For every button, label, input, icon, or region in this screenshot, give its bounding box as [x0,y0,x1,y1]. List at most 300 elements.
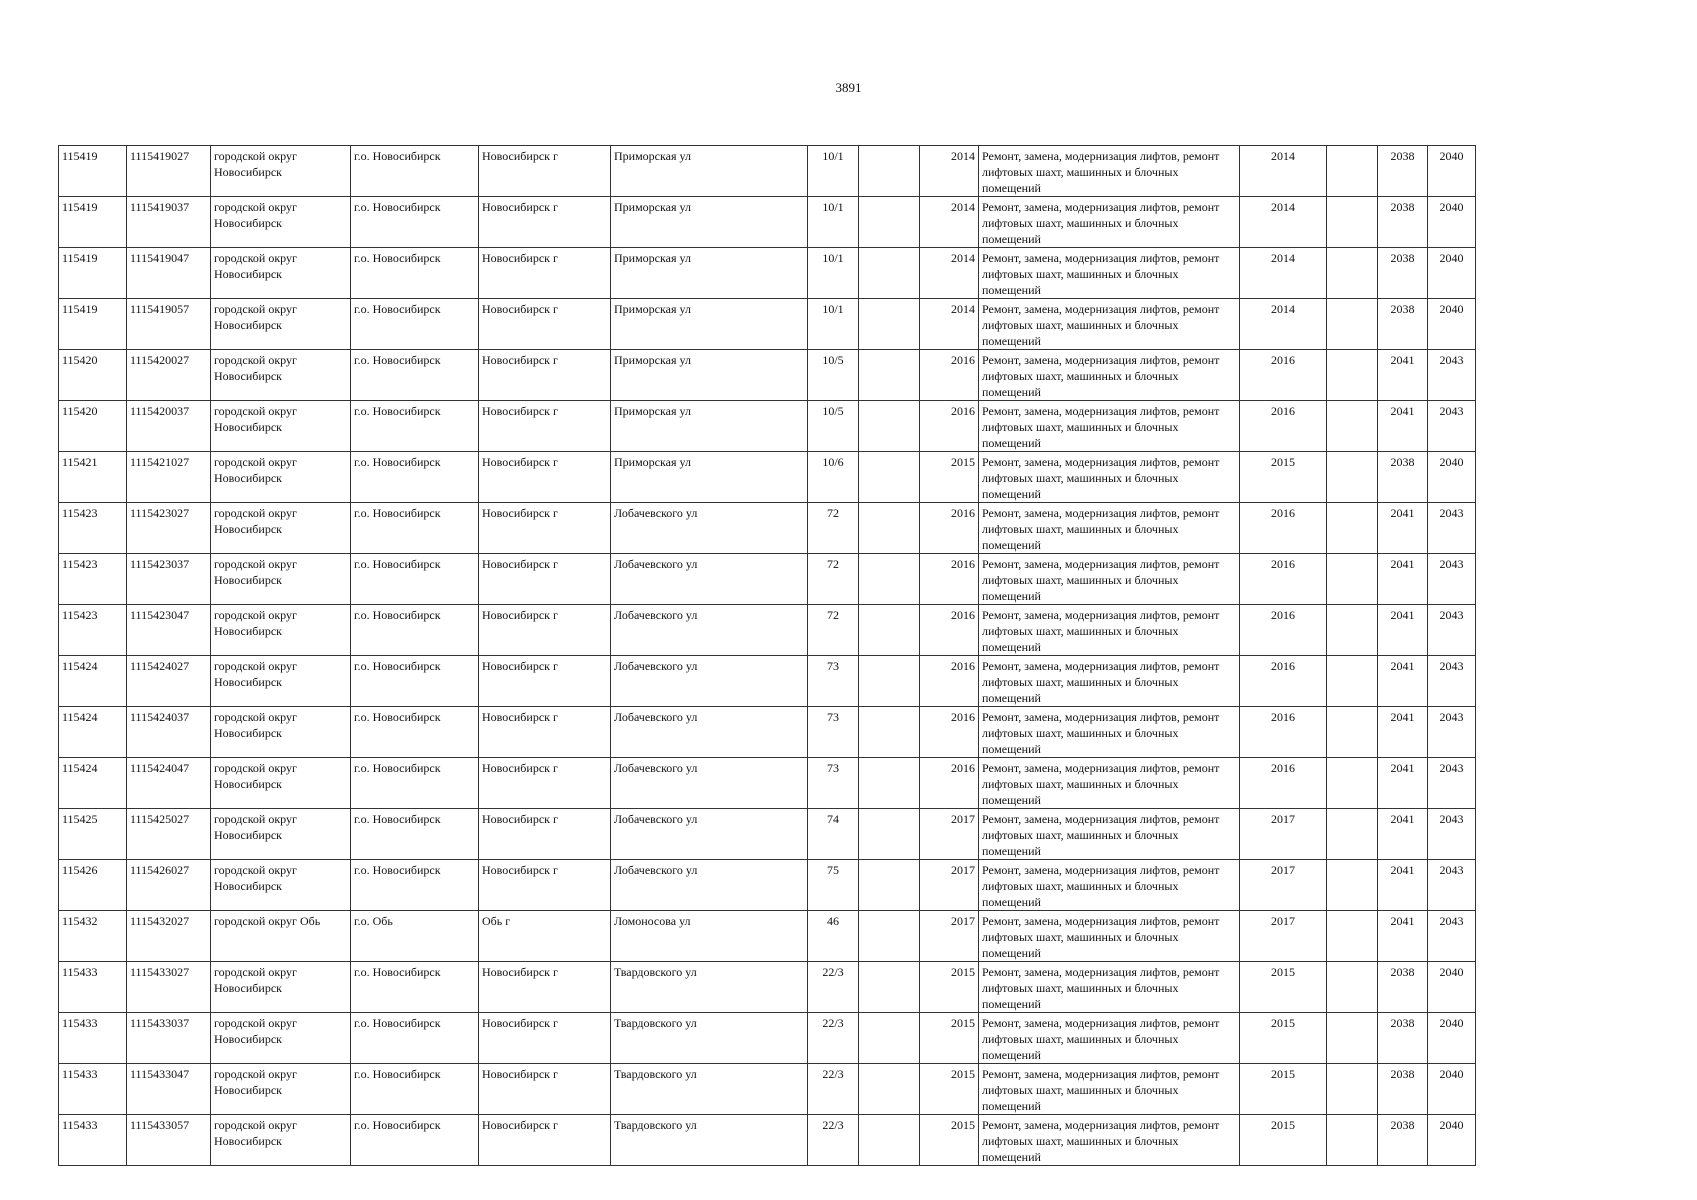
cell-street: Лобачевского ул [611,758,808,809]
cell-commission-year: 2016 [920,656,979,707]
cell-commission-year: 2014 [920,299,979,350]
cell-street: Приморская ул [611,146,808,197]
cell-blank-column [1327,248,1378,299]
cell-settlement: Новосибирск г [479,452,611,503]
cell-house-number: 22/3 [808,1064,859,1115]
cell-settlement: Новосибирск г [479,1064,611,1115]
cell-settlement: Обь г [479,911,611,962]
cell-blank-column [1327,1013,1378,1064]
cell-municipality: городской округ Новосибирск [211,554,351,605]
cell-planned-year: 2014 [1240,248,1327,299]
cell-municipal-district: г.о. Новосибирск [351,758,479,809]
table-row [59,299,1476,350]
cell-record-id: 115425 [59,809,127,860]
cell-record-id: 115419 [59,299,127,350]
cell-building-letter [859,146,920,197]
cell-object-code: 1115433057 [127,1115,211,1166]
cell-period-end: 2040 [1428,1115,1476,1166]
cell-commission-year: 2015 [920,1013,979,1064]
cell-period-start: 2038 [1378,248,1428,299]
cell-commission-year: 2016 [920,401,979,452]
cell-work-type: Ремонт, замена, модернизация лифтов, ремонт лифтовых шахт, машинных и блочных помещений [979,146,1240,197]
cell-planned-year: 2017 [1240,911,1327,962]
cell-planned-year: 2016 [1240,503,1327,554]
cell-work-type: Ремонт, замена, модернизация лифтов, ремонт лифтовых шахт, машинных и блочных помещений [979,401,1240,452]
cell-blank-column [1327,1064,1378,1115]
cell-municipal-district: г.о. Новосибирск [351,554,479,605]
cell-blank-column [1327,758,1378,809]
cell-period-end: 2040 [1428,452,1476,503]
cell-period-end: 2043 [1428,605,1476,656]
cell-record-id: 115432 [59,911,127,962]
cell-blank-column [1327,299,1378,350]
cell-record-id: 115421 [59,452,127,503]
cell-planned-year: 2016 [1240,401,1327,452]
cell-house-number: 10/5 [808,401,859,452]
cell-record-id: 115433 [59,962,127,1013]
table-row [59,197,1476,248]
cell-commission-year: 2014 [920,248,979,299]
cell-period-end: 2043 [1428,554,1476,605]
cell-municipality: городской округ Новосибирск [211,605,351,656]
cell-settlement: Новосибирск г [479,350,611,401]
cell-work-type: Ремонт, замена, модернизация лифтов, ремонт лифтовых шахт, машинных и блочных помещений [979,962,1240,1013]
cell-period-start: 2038 [1378,1115,1428,1166]
cell-period-start: 2038 [1378,299,1428,350]
cell-commission-year: 2015 [920,1115,979,1166]
cell-municipal-district: г.о. Новосибирск [351,1115,479,1166]
cell-work-type: Ремонт, замена, модернизация лифтов, ремонт лифтовых шахт, машинных и блочных помещений [979,911,1240,962]
cell-house-number: 72 [808,554,859,605]
table-row [59,401,1476,452]
cell-building-letter [859,758,920,809]
cell-period-end: 2040 [1428,197,1476,248]
cell-building-letter [859,962,920,1013]
cell-municipal-district: г.о. Новосибирск [351,350,479,401]
cell-municipal-district: г.о. Новосибирск [351,605,479,656]
cell-object-code: 1115419027 [127,146,211,197]
cell-planned-year: 2014 [1240,197,1327,248]
cell-work-type: Ремонт, замена, модернизация лифтов, ремонт лифтовых шахт, машинных и блочных помещений [979,707,1240,758]
cell-period-start: 2041 [1378,860,1428,911]
cell-object-code: 1115424027 [127,656,211,707]
cell-commission-year: 2016 [920,605,979,656]
cell-period-end: 2040 [1428,962,1476,1013]
cell-settlement: Новосибирск г [479,503,611,554]
cell-period-start: 2038 [1378,1064,1428,1115]
register-table-body [59,146,1476,1166]
cell-street: Приморская ул [611,452,808,503]
cell-period-end: 2043 [1428,911,1476,962]
cell-work-type: Ремонт, замена, модернизация лифтов, ремонт лифтовых шахт, машинных и блочных помещений [979,758,1240,809]
cell-object-code: 1115420037 [127,401,211,452]
cell-building-letter [859,299,920,350]
cell-street: Твардовского ул [611,1013,808,1064]
cell-building-letter [859,809,920,860]
cell-settlement: Новосибирск г [479,860,611,911]
table-row [59,962,1476,1013]
cell-period-start: 2041 [1378,503,1428,554]
cell-house-number: 72 [808,605,859,656]
cell-work-type: Ремонт, замена, модернизация лифтов, ремонт лифтовых шахт, машинных и блочных помещений [979,350,1240,401]
cell-period-start: 2041 [1378,809,1428,860]
cell-building-letter [859,248,920,299]
table-row [59,146,1476,197]
cell-building-letter [859,605,920,656]
cell-municipality: городской округ Новосибирск [211,809,351,860]
cell-street: Лобачевского ул [611,503,808,554]
cell-object-code: 1115432027 [127,911,211,962]
cell-municipal-district: г.о. Новосибирск [351,401,479,452]
register-table [58,145,1476,1166]
cell-street: Приморская ул [611,197,808,248]
cell-object-code: 1115421027 [127,452,211,503]
cell-commission-year: 2016 [920,503,979,554]
cell-settlement: Новосибирск г [479,197,611,248]
cell-object-code: 1115419037 [127,197,211,248]
cell-record-id: 115419 [59,146,127,197]
cell-object-code: 1115426027 [127,860,211,911]
cell-period-end: 2043 [1428,401,1476,452]
cell-period-end: 2043 [1428,809,1476,860]
cell-period-start: 2041 [1378,656,1428,707]
cell-settlement: Новосибирск г [479,299,611,350]
cell-planned-year: 2015 [1240,962,1327,1013]
cell-municipal-district: г.о. Новосибирск [351,1064,479,1115]
cell-settlement: Новосибирск г [479,707,611,758]
cell-period-start: 2041 [1378,350,1428,401]
cell-period-end: 2040 [1428,1064,1476,1115]
cell-planned-year: 2017 [1240,809,1327,860]
table-row [59,860,1476,911]
cell-blank-column [1327,911,1378,962]
cell-period-start: 2038 [1378,146,1428,197]
cell-house-number: 73 [808,656,859,707]
cell-commission-year: 2016 [920,554,979,605]
table-row [59,503,1476,554]
table-row [59,707,1476,758]
cell-object-code: 1115425027 [127,809,211,860]
cell-building-letter [859,452,920,503]
cell-municipal-district: г.о. Новосибирск [351,962,479,1013]
cell-object-code: 1115424037 [127,707,211,758]
cell-municipality: городской округ Новосибирск [211,299,351,350]
cell-blank-column [1327,554,1378,605]
cell-house-number: 22/3 [808,1013,859,1064]
cell-house-number: 22/3 [808,1115,859,1166]
cell-work-type: Ремонт, замена, модернизация лифтов, ремонт лифтовых шахт, машинных и блочных помещений [979,1064,1240,1115]
cell-planned-year: 2016 [1240,605,1327,656]
cell-street: Твардовского ул [611,1115,808,1166]
cell-period-end: 2043 [1428,350,1476,401]
cell-street: Лобачевского ул [611,707,808,758]
cell-commission-year: 2014 [920,146,979,197]
cell-blank-column [1327,860,1378,911]
cell-planned-year: 2016 [1240,656,1327,707]
cell-record-id: 115426 [59,860,127,911]
cell-building-letter [859,860,920,911]
cell-municipality: городской округ Новосибирск [211,1115,351,1166]
cell-record-id: 115420 [59,401,127,452]
cell-house-number: 10/1 [808,248,859,299]
cell-street: Лобачевского ул [611,809,808,860]
page-number: 3891 [835,80,862,95]
cell-street: Приморская ул [611,299,808,350]
table-row [59,350,1476,401]
table-row [59,656,1476,707]
cell-period-start: 2041 [1378,554,1428,605]
cell-building-letter [859,350,920,401]
cell-period-start: 2038 [1378,452,1428,503]
cell-work-type: Ремонт, замена, модернизация лифтов, ремонт лифтовых шахт, машинных и блочных помещений [979,452,1240,503]
cell-municipality: городской округ Новосибирск [211,656,351,707]
cell-municipal-district: г.о. Новосибирск [351,146,479,197]
cell-municipal-district: г.о. Новосибирск [351,656,479,707]
cell-blank-column [1327,401,1378,452]
cell-settlement: Новосибирск г [479,962,611,1013]
cell-object-code: 1115419047 [127,248,211,299]
cell-object-code: 1115420027 [127,350,211,401]
cell-object-code: 1115433027 [127,962,211,1013]
cell-object-code: 1115433037 [127,1013,211,1064]
cell-work-type: Ремонт, замена, модернизация лифтов, ремонт лифтовых шахт, машинных и блочных помещений [979,860,1240,911]
cell-settlement: Новосибирск г [479,554,611,605]
cell-record-id: 115424 [59,758,127,809]
cell-municipality: городской округ Новосибирск [211,146,351,197]
table-row [59,605,1476,656]
cell-commission-year: 2014 [920,197,979,248]
cell-commission-year: 2016 [920,707,979,758]
cell-blank-column [1327,809,1378,860]
cell-record-id: 115419 [59,197,127,248]
cell-settlement: Новосибирск г [479,758,611,809]
cell-building-letter [859,656,920,707]
cell-street: Твардовского ул [611,1064,808,1115]
cell-period-start: 2041 [1378,605,1428,656]
cell-municipality: городской округ Новосибирск [211,860,351,911]
cell-municipal-district: г.о. Новосибирск [351,503,479,554]
cell-house-number: 74 [808,809,859,860]
cell-house-number: 75 [808,860,859,911]
cell-building-letter [859,911,920,962]
cell-work-type: Ремонт, замена, модернизация лифтов, ремонт лифтовых шахт, машинных и блочных помещений [979,197,1240,248]
cell-period-start: 2038 [1378,1013,1428,1064]
table-row [59,1115,1476,1166]
cell-municipality: городской округ Новосибирск [211,401,351,452]
cell-blank-column [1327,1115,1378,1166]
table-row [59,1013,1476,1064]
cell-settlement: Новосибирск г [479,1013,611,1064]
table-row [59,911,1476,962]
cell-period-end: 2040 [1428,1013,1476,1064]
cell-building-letter [859,554,920,605]
cell-street: Приморская ул [611,401,808,452]
cell-settlement: Новосибирск г [479,401,611,452]
cell-building-letter [859,503,920,554]
cell-record-id: 115424 [59,656,127,707]
cell-record-id: 115423 [59,554,127,605]
cell-planned-year: 2016 [1240,758,1327,809]
cell-house-number: 10/5 [808,350,859,401]
cell-blank-column [1327,656,1378,707]
table-row [59,758,1476,809]
cell-record-id: 115423 [59,503,127,554]
cell-settlement: Новосибирск г [479,146,611,197]
cell-planned-year: 2015 [1240,1115,1327,1166]
cell-municipal-district: г.о. Новосибирск [351,248,479,299]
cell-building-letter [859,401,920,452]
cell-commission-year: 2017 [920,860,979,911]
cell-record-id: 115420 [59,350,127,401]
cell-blank-column [1327,605,1378,656]
cell-municipality: городской округ Новосибирск [211,248,351,299]
cell-period-start: 2041 [1378,911,1428,962]
cell-object-code: 1115423027 [127,503,211,554]
cell-street: Ломоносова ул [611,911,808,962]
cell-work-type: Ремонт, замена, модернизация лифтов, ремонт лифтовых шахт, машинных и блочных помещений [979,1115,1240,1166]
cell-period-end: 2040 [1428,248,1476,299]
cell-building-letter [859,1064,920,1115]
cell-record-id: 115433 [59,1013,127,1064]
cell-work-type: Ремонт, замена, модернизация лифтов, ремонт лифтовых шахт, машинных и блочных помещений [979,248,1240,299]
cell-house-number: 22/3 [808,962,859,1013]
cell-work-type: Ремонт, замена, модернизация лифтов, ремонт лифтовых шахт, машинных и блочных помещений [979,1013,1240,1064]
cell-period-end: 2043 [1428,758,1476,809]
cell-record-id: 115423 [59,605,127,656]
cell-street: Твардовского ул [611,962,808,1013]
cell-commission-year: 2017 [920,809,979,860]
cell-period-end: 2043 [1428,656,1476,707]
cell-municipality: городской округ Новосибирск [211,1013,351,1064]
cell-blank-column [1327,962,1378,1013]
cell-municipal-district: г.о. Новосибирск [351,197,479,248]
cell-object-code: 1115419057 [127,299,211,350]
cell-work-type: Ремонт, замена, модернизация лифтов, ремонт лифтовых шахт, машинных и блочных помещений [979,299,1240,350]
cell-house-number: 46 [808,911,859,962]
cell-planned-year: 2014 [1240,146,1327,197]
cell-house-number: 73 [808,758,859,809]
cell-planned-year: 2015 [1240,1013,1327,1064]
cell-blank-column [1327,350,1378,401]
cell-municipality: городской округ Новосибирск [211,1064,351,1115]
cell-street: Приморская ул [611,350,808,401]
table-row [59,554,1476,605]
cell-record-id: 115424 [59,707,127,758]
cell-period-end: 2043 [1428,707,1476,758]
cell-work-type: Ремонт, замена, модернизация лифтов, ремонт лифтовых шахт, машинных и блочных помещений [979,809,1240,860]
cell-settlement: Новосибирск г [479,605,611,656]
cell-municipality: городской округ Новосибирск [211,962,351,1013]
cell-work-type: Ремонт, замена, модернизация лифтов, ремонт лифтовых шахт, машинных и блочных помещений [979,554,1240,605]
cell-record-id: 115419 [59,248,127,299]
cell-street: Лобачевского ул [611,605,808,656]
cell-work-type: Ремонт, замена, модернизация лифтов, ремонт лифтовых шахт, машинных и блочных помещений [979,503,1240,554]
cell-planned-year: 2014 [1240,299,1327,350]
cell-street: Приморская ул [611,248,808,299]
cell-commission-year: 2017 [920,911,979,962]
cell-object-code: 1115423037 [127,554,211,605]
cell-settlement: Новосибирск г [479,656,611,707]
cell-house-number: 10/1 [808,146,859,197]
cell-street: Лобачевского ул [611,656,808,707]
cell-municipality: городской округ Новосибирск [211,197,351,248]
cell-period-start: 2041 [1378,758,1428,809]
cell-municipality: городской округ Новосибирск [211,758,351,809]
cell-municipal-district: г.о. Новосибирск [351,1013,479,1064]
cell-house-number: 72 [808,503,859,554]
cell-period-start: 2041 [1378,707,1428,758]
cell-work-type: Ремонт, замена, модернизация лифтов, ремонт лифтовых шахт, машинных и блочных помещений [979,605,1240,656]
cell-blank-column [1327,452,1378,503]
cell-building-letter [859,197,920,248]
cell-house-number: 10/1 [808,197,859,248]
cell-municipality: городской округ Новосибирск [211,503,351,554]
cell-record-id: 115433 [59,1115,127,1166]
table-row [59,452,1476,503]
cell-blank-column [1327,503,1378,554]
cell-commission-year: 2016 [920,758,979,809]
cell-municipality: городской округ Новосибирск [211,350,351,401]
cell-municipality: городской округ Новосибирск [211,707,351,758]
cell-municipal-district: г.о. Новосибирск [351,860,479,911]
cell-object-code: 1115424047 [127,758,211,809]
cell-house-number: 73 [808,707,859,758]
cell-period-end: 2043 [1428,503,1476,554]
cell-house-number: 10/1 [808,299,859,350]
cell-street: Лобачевского ул [611,554,808,605]
cell-period-end: 2040 [1428,299,1476,350]
cell-planned-year: 2017 [1240,860,1327,911]
cell-work-type: Ремонт, замена, модернизация лифтов, ремонт лифтовых шахт, машинных и блочных помещений [979,656,1240,707]
cell-period-start: 2041 [1378,401,1428,452]
table-row [59,809,1476,860]
cell-commission-year: 2015 [920,452,979,503]
cell-planned-year: 2016 [1240,554,1327,605]
cell-period-end: 2043 [1428,860,1476,911]
cell-municipal-district: г.о. Новосибирск [351,707,479,758]
cell-municipal-district: г.о. Новосибирск [351,299,479,350]
cell-settlement: Новосибирск г [479,1115,611,1166]
cell-period-start: 2038 [1378,962,1428,1013]
cell-blank-column [1327,707,1378,758]
cell-commission-year: 2016 [920,350,979,401]
table-row [59,248,1476,299]
cell-settlement: Новосибирск г [479,248,611,299]
cell-period-start: 2038 [1378,197,1428,248]
cell-street: Лобачевского ул [611,860,808,911]
cell-planned-year: 2015 [1240,452,1327,503]
cell-municipal-district: г.о. Новосибирск [351,809,479,860]
cell-commission-year: 2015 [920,1064,979,1115]
cell-municipal-district: г.о. Обь [351,911,479,962]
cell-commission-year: 2015 [920,962,979,1013]
cell-planned-year: 2016 [1240,350,1327,401]
cell-building-letter [859,1115,920,1166]
table-row [59,1064,1476,1115]
cell-blank-column [1327,146,1378,197]
cell-object-code: 1115423047 [127,605,211,656]
cell-municipality: городской округ Новосибирск [211,452,351,503]
cell-object-code: 1115433047 [127,1064,211,1115]
cell-period-end: 2040 [1428,146,1476,197]
cell-building-letter [859,707,920,758]
cell-planned-year: 2016 [1240,707,1327,758]
cell-settlement: Новосибирск г [479,809,611,860]
cell-municipality: городской округ Обь [211,911,351,962]
cell-municipal-district: г.о. Новосибирск [351,452,479,503]
cell-record-id: 115433 [59,1064,127,1115]
cell-blank-column [1327,197,1378,248]
